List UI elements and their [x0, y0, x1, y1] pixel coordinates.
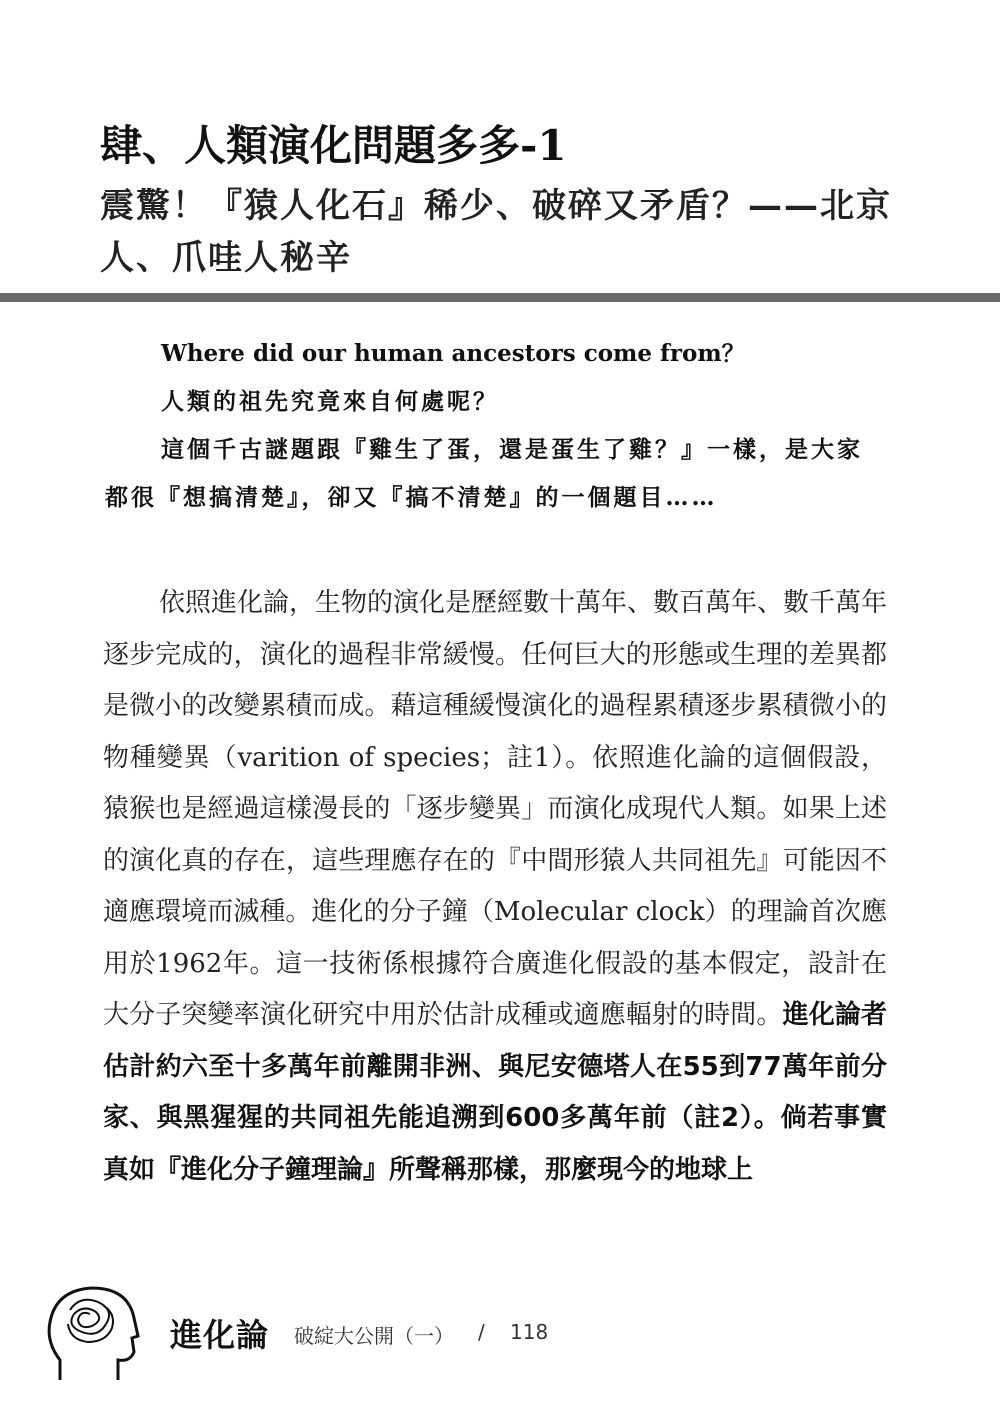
footer-separator: /	[478, 1320, 485, 1344]
body-paragraph-bold: 進化論者估計約六至十多萬年前離開非洲、與尼安德塔人在55到77萬年前分家、與黑猩猩的共同祖先能追溯到600多萬年前（註2）。倘若事實真如『進化分子鐘理論』所聲稱那樣，那麼現今的地球上	[103, 1000, 887, 1185]
chapter-subtitle: 震驚！『猿人化石』稀少、破碎又矛盾？——北京人、爪哇人秘辛	[100, 186, 892, 278]
body-paragraph	[103, 578, 887, 1196]
intro-question-en: Where did our human ancestors come from？	[161, 340, 745, 367]
head-with-tangled-brain-icon	[40, 1280, 150, 1380]
chapter-title: 肆、人類演化問題多多-1	[100, 121, 567, 170]
title-divider	[0, 293, 1000, 302]
intro-teaser: 這個千古謎題跟『雞生了蛋，還是蛋生了雞？』一樣，是大家都很『想搞清楚』，卻又『搞不清楚』的一個題目……	[105, 436, 863, 511]
body-text	[103, 578, 887, 1196]
footer-brand: 進化論	[170, 1316, 270, 1354]
footer-book-title: 破綻大公開（一）	[294, 1324, 454, 1348]
body-paragraph-normal: 依照進化論，生物的演化是歷經數十萬年、數百萬年、數千萬年逐步完成的，演化的過程非常緩慢。任何巨大的形態或生理的差異都是微小的改變累積而成。藉這種緩慢演化的過程累積逐步累積微小的物種變異（varition of species；註1）。依照進化論的這個假設，猿猴也是經過這樣漫長的「逐步變異」而演化成現代人類。如果上述的演化真的存在，這些理應存在的『中間形猿人共同祖先』可能因不適應環境而滅種。進化的分子鐘（Molecular clock）的理論首次應用於1962年。這一技術係根據符合廣進化假設的基本假定，設計在大分子突變率演化研究中用於估計成種或適應輻射的時間。	[103, 588, 888, 1030]
intro-block	[105, 330, 885, 522]
intro-question-cn: 人類的祖先究竟來自何處呢？	[161, 388, 499, 415]
page-number: 118	[510, 1320, 549, 1344]
page-footer	[40, 1280, 600, 1380]
